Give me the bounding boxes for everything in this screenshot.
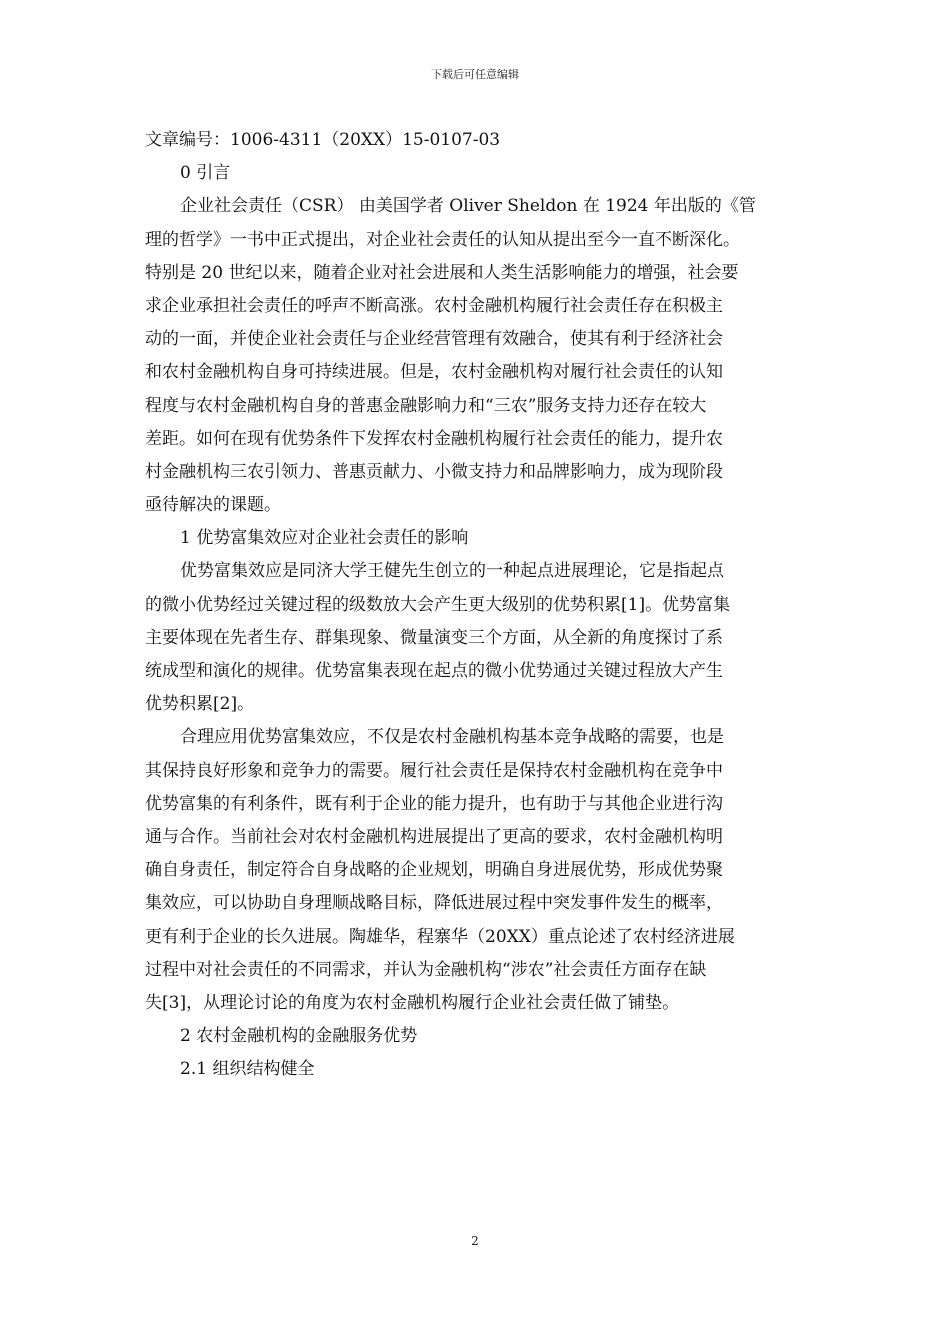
text-line: 主要体现在先者生存、群集现象、微量演变三个方面，从全新的角度探讨了系 xyxy=(145,627,723,648)
text-line: 确自身责任，制定符合自身战略的企业规划，明确自身进展优势，形成优势聚 xyxy=(145,860,723,881)
page-number: 2 xyxy=(471,1234,479,1248)
text-line: 优势富集效应是同济大学王健先生创立的一种起点进展理论，它是指起点 xyxy=(180,561,724,582)
text-line: 企业社会责任（CSR） 由美国学者 Oliver Sheldon 在 1924 年出版的《管 xyxy=(180,196,756,217)
text-line: 特别是 20 世纪以来，随着企业对社会进展和人类生活影响能力的增强，社会要 xyxy=(145,262,739,283)
text-line: 和农村金融机构自身可持续进展。但是，农村金融机构对履行社会责任的认知 xyxy=(145,362,723,383)
text-line: 文章编号：1006-4311（20XX）15-0107-03 xyxy=(145,130,501,150)
text-line: 的微小优势经过关键过程的级数放大会产生更大级别的优势积累[1]。优势富集 xyxy=(145,594,731,615)
page-header: 下载后可任意编辑 xyxy=(431,68,519,81)
text-line: 动的一面，并使企业社会责任与企业经营管理有效融合，使其有利于经济社会 xyxy=(145,329,723,350)
text-line: 统成型和演化的规律。优势富集表现在起点的微小优势通过关键过程放大产生 xyxy=(145,661,723,681)
text-line: 优势积累[2]。 xyxy=(145,694,255,715)
text-line: 失[3]，从理论讨论的角度为农村金融机构履行企业社会责任做了铺垫。 xyxy=(145,992,680,1013)
text-line: 优势富集的有利条件，既有利于企业的能力提升，也有助于与其他企业进行沟 xyxy=(145,793,723,814)
text-line: 求企业承担社会责任的呼声不断高涨。农村金融机构履行社会责任存在积极主 xyxy=(145,295,723,316)
text-line: 其保持良好形象和竞争力的需要。履行社会责任是保持农村金融机构在竞争中 xyxy=(145,760,723,781)
text-line: 0 引言 xyxy=(180,163,231,184)
text-line: 差距。如何在现有优势条件下发挥农村金融机构履行社会责任的能力，提升农 xyxy=(145,428,723,449)
text-line: 1 优势富集效应对企业社会责任的影响 xyxy=(180,528,469,549)
text-line: 亟待解决的课题。 xyxy=(145,495,281,516)
text-line: 理的哲学》一书中正式提出，对企业社会责任的认知从提出至今一直不断深化。 xyxy=(145,229,740,250)
text-line: 集效应，可以协助自身理顺战略目标，降低进展过程中突发事件发生的概率， xyxy=(145,893,723,914)
text-line: 程度与农村金融机构自身的普惠金融影响力和“三农”服务支持力还存在较大 xyxy=(145,395,707,416)
text-line: 2.1 组织结构健全 xyxy=(180,1059,315,1080)
text-line: 通与合作。当前社会对农村金融机构进展提出了更高的要求，农村金融机构明 xyxy=(145,826,723,847)
document-body xyxy=(145,124,815,1086)
text-line: 2 农村金融机构的金融服务优势 xyxy=(180,1026,418,1047)
text-line: 过程中对社会责任的不同需求，并认为金融机构“涉农”社会责任方面存在缺 xyxy=(145,959,707,980)
text-line: 更有利于企业的长久进展。陶雄华，程寨华（20XX）重点论述了农村经济进展 xyxy=(145,926,735,947)
text-line: 合理应用优势富集效应，不仅是农村金融机构基本竞争战略的需要，也是 xyxy=(180,727,724,748)
text-line: 村金融机构三农引领力、普惠贡献力、小微支持力和品牌影响力，成为现阶段 xyxy=(145,461,723,482)
